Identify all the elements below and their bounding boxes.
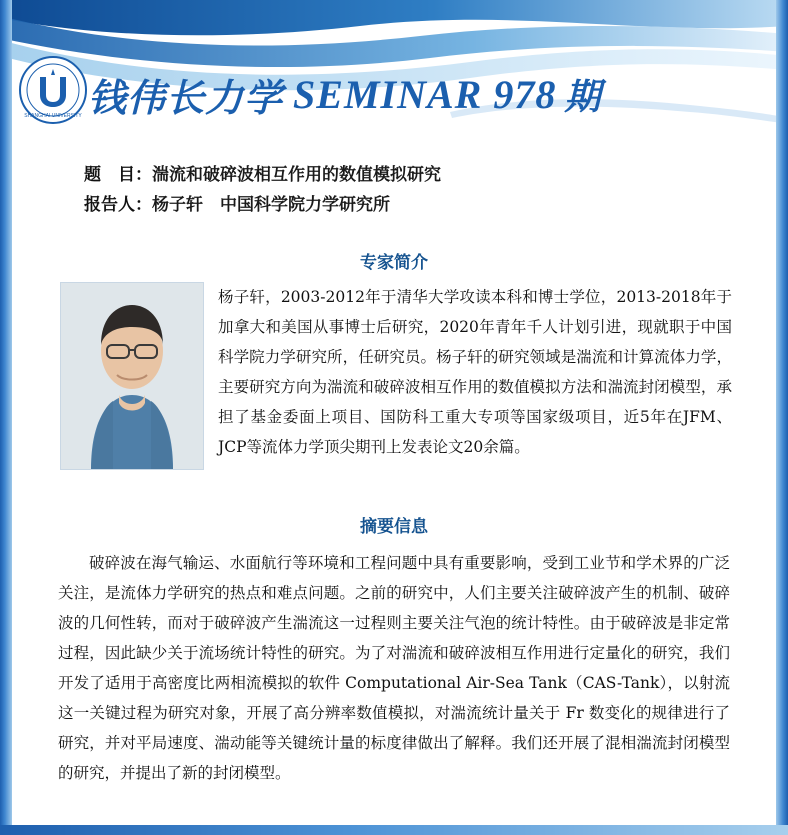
poster-title (88, 64, 748, 124)
seminar-meta (84, 160, 724, 220)
speaker-portrait (60, 282, 204, 470)
title-english: SEMINAR 978 (293, 71, 557, 117)
left-accent-bar (0, 0, 12, 835)
speaker-value: 杨子轩 中国科学院力学研究所 (152, 195, 390, 215)
speaker-line (84, 190, 724, 220)
speaker-label: 报告人： (84, 195, 152, 215)
speaker-bio-text: 杨子轩，2003-2012年于清华大学攻读本科和博士学位，2013-2018年于加拿大和美国从事博士后研究，2020年青年千人计划引进，现就职于中国科学院力学研究所，任研究员。杨子轩的研究领域是湍流和计算流体力学，主要研究方向为湍流和破碎波相互作用的数值模拟方法和湍流封闭模型，承担了基金委面上项目、国防科工重大专项等国家级项目，近5年在JFM、JCP等流体力学顶尖期刊上发表论文20余篇。 (218, 288, 732, 456)
topic-line (84, 160, 724, 190)
right-accent-bar (776, 0, 788, 835)
speaker-bio-block (60, 282, 732, 470)
title-chinese: 钱伟长力学 (88, 74, 284, 120)
footer-accent-bar (0, 825, 788, 835)
svg-text:SHANGHAI UNIVERSITY: SHANGHAI UNIVERSITY (24, 113, 82, 119)
university-emblem-icon (18, 55, 88, 125)
abstract-section-heading: 摘要信息 (360, 517, 428, 537)
topic-value: 湍流和破碎波相互作用的数值模拟研究 (152, 165, 441, 185)
topic-label: 题 目： (84, 165, 152, 185)
expert-section-heading: 专家简介 (360, 253, 428, 273)
title-suffix: 期 (564, 75, 601, 118)
abstract-body-text: 破碎波在海气输运、水面航行等环境和工程问题中具有重要影响，受到工业节和学术界的广泛关注，是流体力学研究的热点和难点问题。之前的研究中，人们主要关注破碎波产生的机制、破碎波的几何性转，而对于破碎波产生湍流这一过程则主要关注气泡的统计特性。由于破碎波是非定常过程，因此缺少关于流场统计特性的研究。为了对湍流和破碎波相互作用进行定量化的研究，我们开发了适用于高密度比两相流模拟的软件 Computational Air-Sea Tank（CAS-Tank），以射流这一关键过程为研究对象，开展了高分辨率数值模拟，对湍流统计量关于 Fr 数变化的规律进行了研究，并对平局速度、湍动能等关键统计量的标度律做出了解释。我们还开展了混相湍流封闭模型的研究，并提出了新的封闭模型。 (58, 554, 730, 782)
